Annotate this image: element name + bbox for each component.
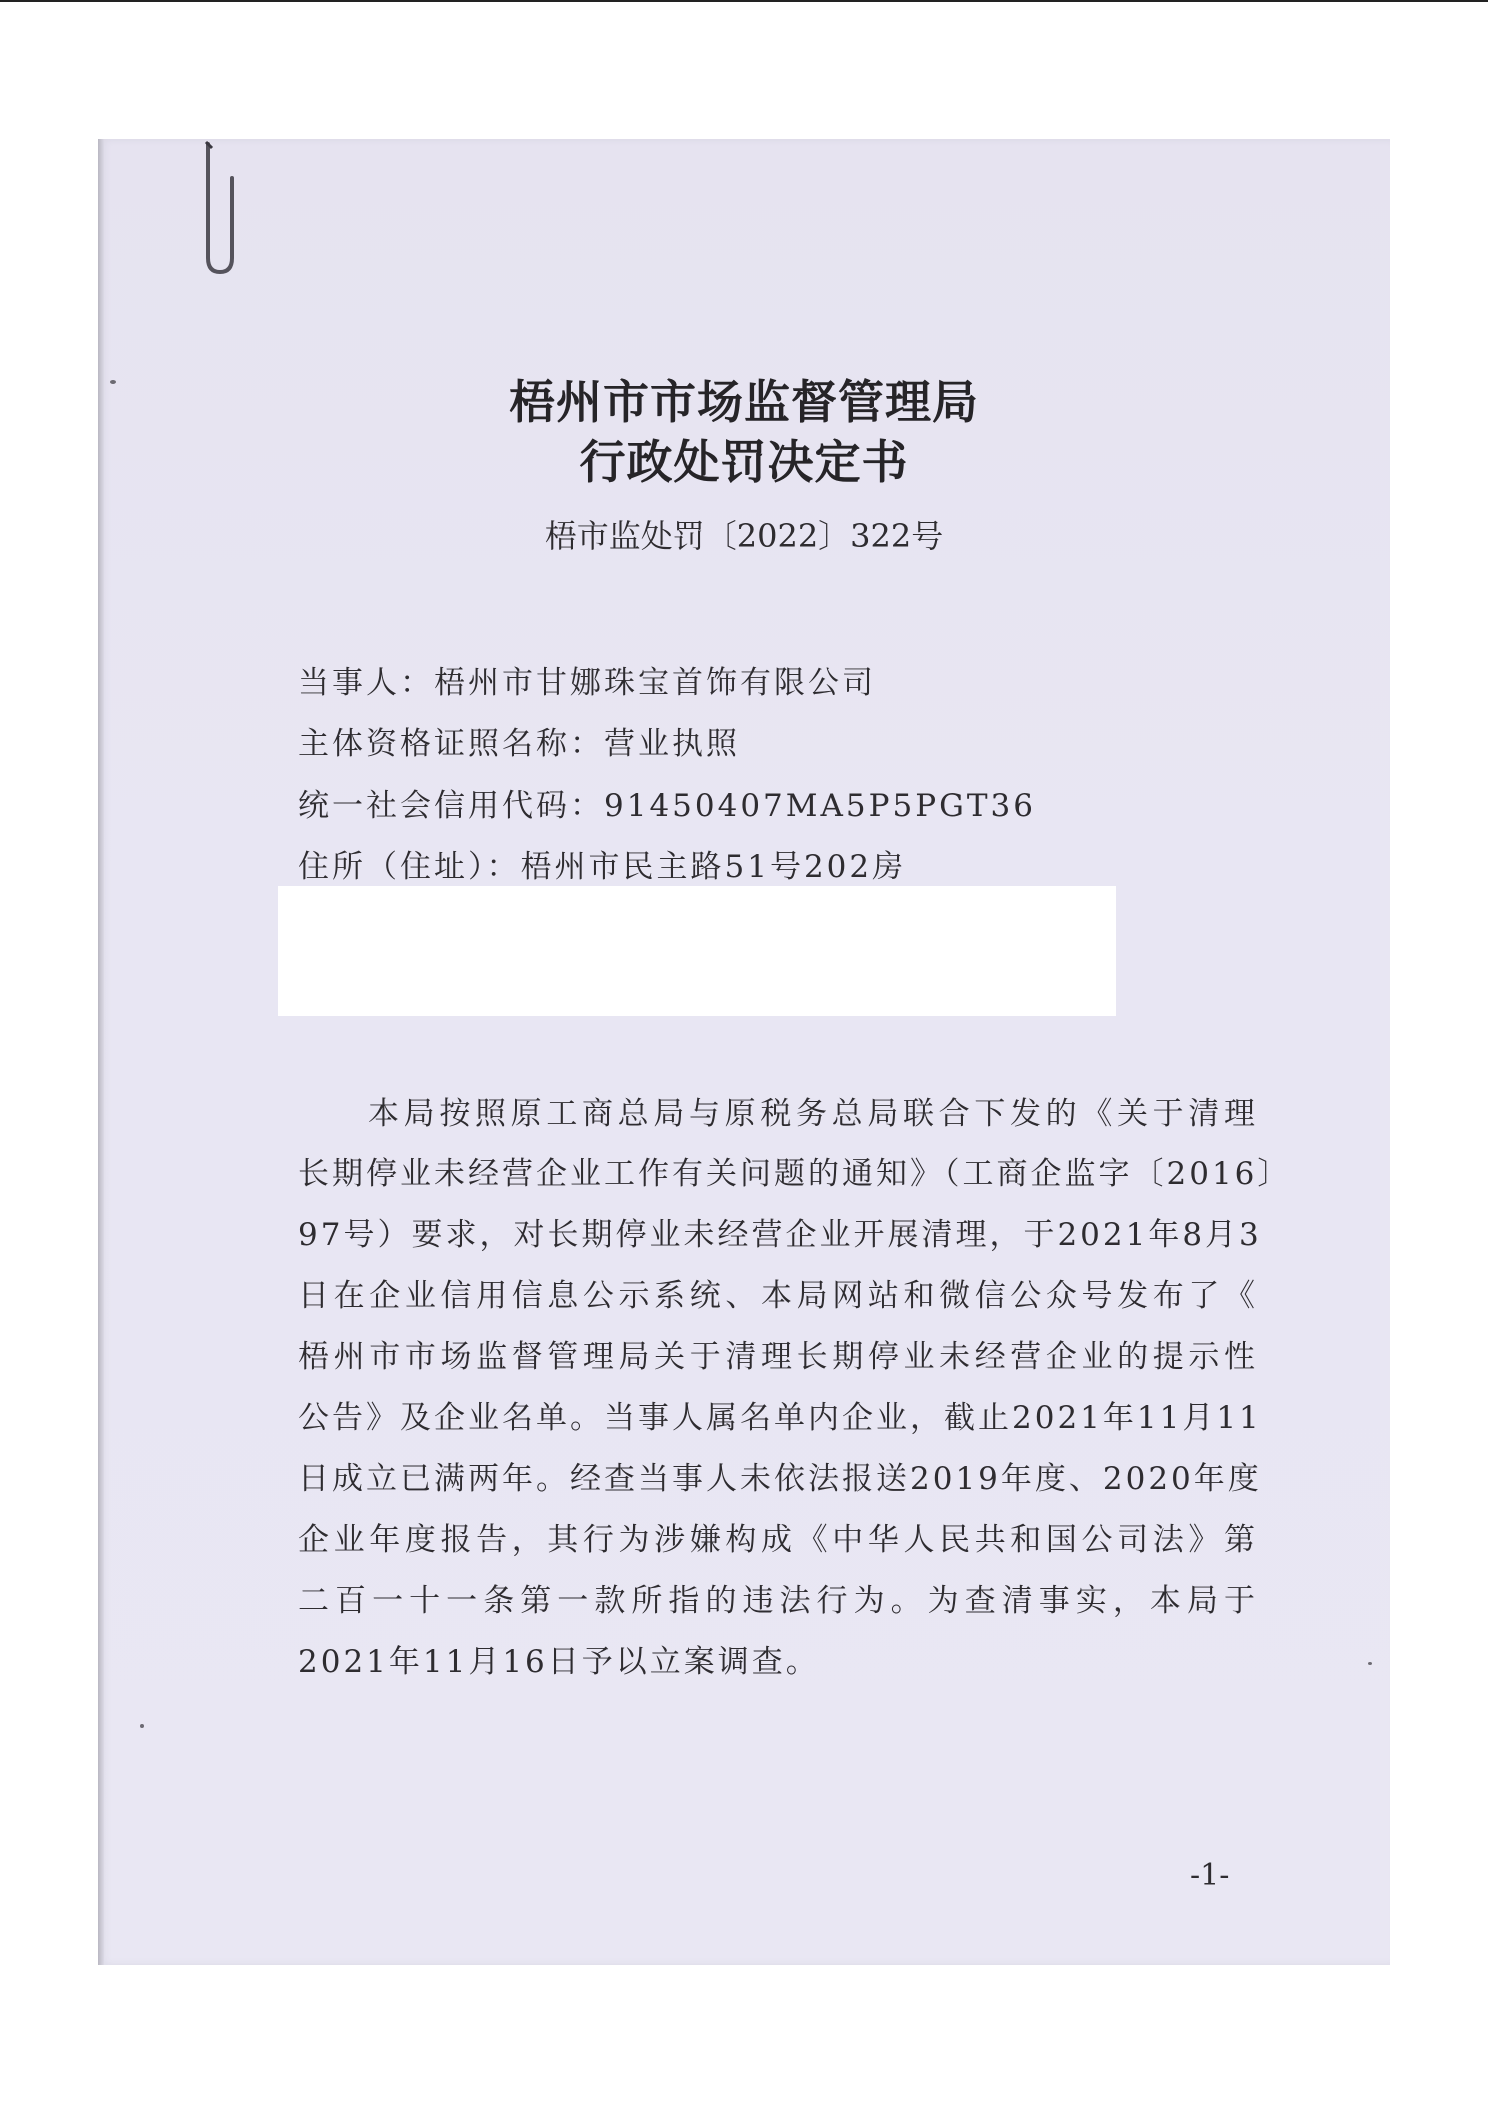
scan-speck (1368, 1662, 1372, 1665)
body-line: 2021年11月16日予以立案调查。 (298, 1644, 820, 1680)
document-title-line1: 梧州市市场监督管理局 (509, 375, 979, 429)
scan-top-border (0, 0, 1488, 2)
redacted-area (278, 886, 1116, 1016)
body-line: 97号）要求，对长期停业未经营企业开展清理，于2021年8月3 (298, 1217, 1262, 1253)
field-address: 住所（住址）：梧州市民主路51号202房 (298, 849, 907, 885)
body-line: 日成立已满两年。经查当事人未依法报送2019年度、2020年度 (298, 1461, 1262, 1497)
body-line: 本局按照原工商总局与原税务总局联合下发的《关于清理 (368, 1096, 1258, 1132)
paper-clip-icon (198, 138, 242, 278)
page-number: -1- (1190, 1858, 1230, 1893)
body-line: 公告》及企业名单。当事人属名单内企业，截止2021年11月11 (298, 1400, 1262, 1436)
scan-speck (110, 380, 116, 384)
body-line: 企业年度报告，其行为涉嫌构成《中华人民共和国公司法》第 (298, 1522, 1258, 1558)
body-line: 梧州市市场监督管理局关于清理长期停业未经营企业的提示性 (298, 1339, 1258, 1375)
field-credit-code: 统一社会信用代码：91450407MA5P5PGT36 (298, 788, 1036, 824)
body-line: 日在企业信用信息公示系统、本局网站和微信公众号发布了《 (298, 1278, 1258, 1314)
body-line: 长期停业未经营企业工作有关问题的通知》（工商企监字〔2016〕 (298, 1156, 1292, 1192)
document-title-line2: 行政处罚决定书 (579, 435, 909, 489)
scan-speck (140, 1724, 144, 1728)
body-line: 二百一十一条第一款所指的违法行为。为查清事实，本局于 (298, 1583, 1258, 1619)
document-number: 梧市监处罚〔2022〕322号 (544, 517, 944, 555)
field-party: 当事人：梧州市甘娜珠宝首饰有限公司 (298, 665, 876, 701)
field-license-name: 主体资格证照名称：营业执照 (298, 726, 740, 762)
